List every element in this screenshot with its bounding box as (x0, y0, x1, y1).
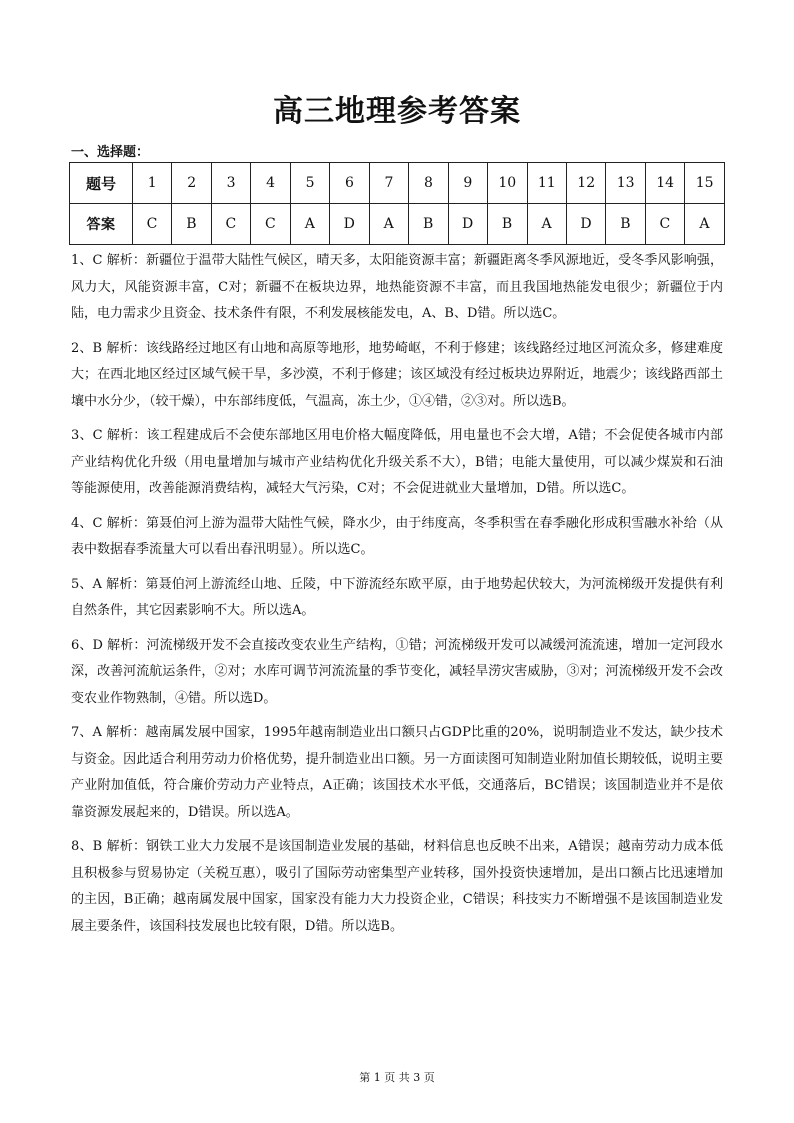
answer-cell: A (685, 204, 725, 245)
answer-cell: B (488, 204, 527, 245)
question-number-row (70, 163, 725, 204)
question-number: 7 (369, 163, 408, 204)
answer-cell: B (606, 204, 645, 245)
question-number: 15 (685, 163, 725, 204)
row-header-question-number: 题号 (70, 163, 133, 204)
answer-cell: C (133, 204, 172, 245)
answer-cell: C (645, 204, 684, 245)
question-number: 14 (645, 163, 684, 204)
explanation-paragraph: 2、B 解析：该线路经过地区有山地和高原等地形，地势崎岖，不利于修建；该线路经过地区河流众多，修建难度大；在西北地区经过区域气候干旱，多沙漠，不利于修建；该区域没有经过板块边界附近，地震少；该线路西部土壤中水分少，（较干燥），中东部纬度低，气温高，冻土少，①④错，②③对。所以选B。 (71, 340, 723, 409)
answer-cell: D (566, 204, 605, 245)
question-number: 8 (409, 163, 448, 204)
question-number: 3 (211, 163, 250, 204)
question-number: 4 (251, 163, 290, 204)
answer-cell: A (527, 204, 566, 245)
answer-cell: D (448, 204, 487, 245)
question-number: 10 (488, 163, 527, 204)
answer-row (70, 204, 725, 245)
section-heading: 一、选择题： (71, 145, 150, 160)
question-number: 11 (527, 163, 566, 204)
answer-cell: C (211, 204, 250, 245)
explanation-paragraph: 7、A 解析：越南属发展中国家，1995年越南制造业出口额只占GDP比重的20%，说明制造业不发达，缺少技术与资金。因此适合利用劳动力价格优势，提升制造业出口额。另一方面读图可知制造业附加值长期较低，说明主要产业附加值低，符合廉价劳动力产业特点，A正确；该国技术水平低，交通落后，BC错误；该国制造业并不是依靠资源发展起来的，D错误。所以选A。 (71, 725, 723, 820)
answer-cell: A (290, 204, 329, 245)
answer-cell: C (251, 204, 290, 245)
row-header-answer: 答案 (70, 204, 133, 245)
explanation-paragraph: 6、D 解析：河流梯级开发不会直接改变农业生产结构，①错；河流梯级开发可以减缓河流流速，增加一定河段水深，改善河流航运条件，②对；水库可调节河流流量的季节变化，减轻旱涝灾害威胁，③对；河流梯级开发不会改变农业作物熟制，④错。所以选D。 (71, 637, 723, 706)
answer-table (69, 162, 725, 245)
question-number: 12 (566, 163, 605, 204)
question-number: 5 (290, 163, 329, 204)
answer-cell: D (330, 204, 369, 245)
explanation-paragraph: 4、C 解析：第聂伯河上游为温带大陆性气候，降水少，由于纬度高，冬季积雪在春季融化形成积雪融水补给（从表中数据春季流量大可以看出春汛明显）。所以选C。 (71, 515, 723, 557)
explanation-paragraph: 3、C 解析：该工程建成后不会使东部地区用电价格大幅度降低，用电量也不会大增，A错；不会促使各城市内部产业结构优化升级（用电量增加与城市产业结构优化升级关系不大），B错；电能大量使用，可以减少煤炭和石油等能源使用，改善能源消费结构，减轻大气污染，C对；不会促进就业大量增加，D错。所以选C。 (71, 428, 723, 496)
explanation-paragraph: 8、B 解析：钢铁工业大力发展不是该国制造业发展的基础，材料信息也反映不出来，A错误；越南劳动力成本低且积极参与贸易协定（关税互惠），吸引了国际劳动密集型产业转移，国外投资快速增加，是出口额占比迅速增加的主因，B正确；越南属发展中国家，国家没有能力大力投资企业，C错误；科技实力不断增强不是该国制造业发展主要条件，该国科技发展也比较有限，D错。所以选B。 (71, 839, 723, 934)
question-number: 1 (133, 163, 172, 204)
explanations (71, 248, 723, 948)
page-title: 高三地理参考答案 (273, 94, 521, 129)
answer-cell: B (172, 204, 211, 245)
question-number: 13 (606, 163, 645, 204)
page-footer: 第 1 页 共 3 页 (359, 1071, 435, 1084)
question-number: 9 (448, 163, 487, 204)
question-number: 6 (330, 163, 369, 204)
question-number: 2 (172, 163, 211, 204)
answer-cell: B (409, 204, 448, 245)
explanation-paragraph: 5、A 解析：第聂伯河上游流经山地、丘陵，中下游流经东欧平原，由于地势起伏较大，为河流梯级开发提供有利自然条件，其它因素影响不大。所以选A。 (71, 576, 723, 618)
answer-cell: A (369, 204, 408, 245)
explanation-paragraph: 1、C 解析：新疆位于温带大陆性气候区，晴天多，太阳能资源丰富；新疆距离冬季风源地近，受冬季风影响强，风力大，风能资源丰富，C对；新疆不在板块边界，地热能资源不丰富，而且我国地热能发电很少；新疆位于内陆，电力需求少且资金、技术条件有限，不利发展核能发电，A、B、D错。所以选C。 (71, 253, 723, 321)
